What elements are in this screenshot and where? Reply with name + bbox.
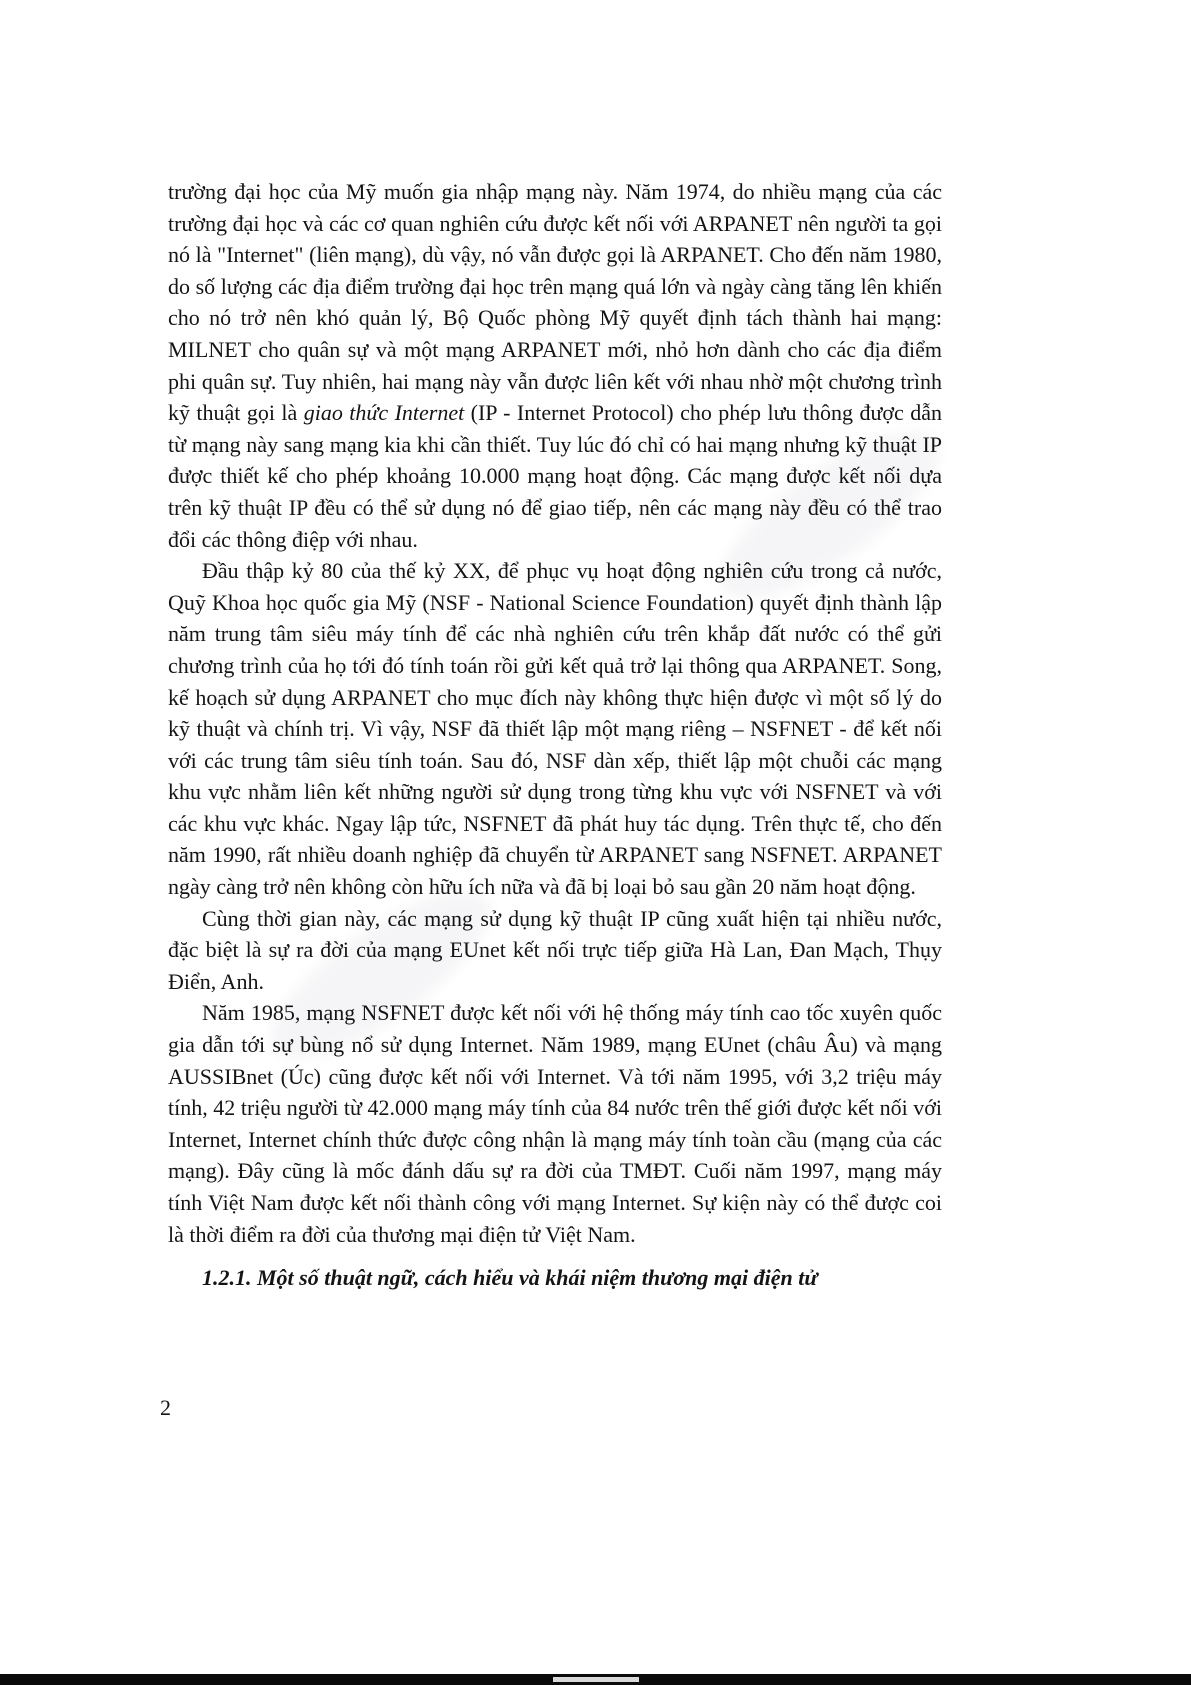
paragraph: Đầu thập kỷ 80 của thế kỷ XX, để phục vụ hoạt động nghiên cứu trong cả nước, Quỹ Khoa học quốc gia Mỹ (NSF - National Science Foundation) quyết định thành lập năm trung tâm siêu máy tính để các nhà nghiên cứu trên khắp đất nước có thể gửi chương trình của họ tới đó tính toán rồi gửi kết quả trở lại thông qua ARPANET. Song, kế hoạch sử dụng ARPANET cho mục đích này không thực hiện được vì một số lý do kỹ thuật và chính trị. Vì vậy, NSF đã thiết lập một mạng riêng – NSFNET - để kết nối với các trung tâm siêu tính toán. Sau đó, NSF dàn xếp, thiết lập một chuỗi các mạng khu vực nhằm liên kết những người sử dụng trong từng khu vực với NSFNET và với các khu vực khác. Ngay lập tức, NSFNET đã phát huy tác dụng. Trên thực tế, cho đến năm 1990, rất nhiều doanh nghiệp đã chuyển từ ARPANET sang NSFNET. ARPANET ngày càng trở nên không còn hữu ích nữa và đã bị loại bỏ sau gần 20 năm hoạt động. (168, 558, 942, 900)
paragraph: Cùng thời gian này, các mạng sử dụng kỹ thuật IP cũng xuất hiện tại nhiều nước, đặc biệt là sự ra đời của mạng EUnet kết nối trực tiếp giữa Hà Lan, Đan Mạch, Thụy Điển, Anh. (168, 905, 942, 994)
italic-term: giao thức Internet (303, 400, 465, 426)
paragraph (168, 176, 942, 555)
paragraph: Năm 1985, mạng NSFNET được kết nối với hệ thống máy tính cao tốc xuyên quốc gia dẫn tới sự bùng nổ sử dụng Internet. Năm 1989, mạng EUnet (châu Âu) và mạng AUSSIBnet (Úc) cũng được kết nối với Internet. Và tới năm 1995, với 3,2 triệu máy tính, 42 triệu người từ 42.000 mạng máy tính của 84 nước trên thế giới được kết nối với Internet, Internet chính thức được công nhận là mạng máy tính toàn cầu (mạng của các mạng). Đây cũng là mốc đánh dấu sự ra đời của TMĐT. Cuối năm 1997, mạng máy tính Việt Nam được kết nối thành công với mạng Internet. Sự kiện này có thể được coi là thời điểm ra đời của thương mại điện tử Việt Nam. (168, 1000, 942, 1247)
paragraph-text: (IP - Internet Protocol) cho phép lưu thông được dẫn từ mạng này sang mạng kia khi cần thiết. Tuy lúc đó chỉ có hai mạng nhưng kỹ thuật IP được thiết kế cho phép khoảng 10.000 mạng hoạt động. Các mạng được kết nối dựa trên kỹ thuật IP đều có thể sử dụng nó để giao tiếp, nên các mạng này đều có thể trao đổi các thông điệp với nhau. (168, 400, 942, 552)
page-bottom-edge (0, 1674, 1191, 1685)
section-heading: 1.2.1. Một số thuật ngữ, cách hiểu và khái niệm thương mại điện tử (202, 1265, 818, 1291)
page-body (168, 176, 942, 1294)
page-number: 2 (160, 1395, 171, 1420)
paragraph-text: trường đại học của Mỹ muốn gia nhập mạng này. Năm 1974, do nhiều mạng của các trường đại học và các cơ quan nghiên cứu được kết nối với ARPANET nên người ta gọi nó là "Internet" (liên mạng), dù vậy, nó vẫn được gọi là ARPANET. Cho đến năm 1980, do số lượng các địa điểm trường đại học trên mạng quá lớn và ngày càng tăng lên khiến cho nó trở nên khó quản lý, Bộ Quốc phòng Mỹ quyết định tách thành hai mạng: MILNET cho quân sự và một mạng ARPANET mới, nhỏ hơn dành cho các địa điểm phi quân sự. Tuy nhiên, hai mạng này vẫn được liên kết với nhau nhờ một chương trình kỹ thuật gọi là (168, 179, 942, 426)
bottom-edge-mark (553, 1677, 639, 1682)
